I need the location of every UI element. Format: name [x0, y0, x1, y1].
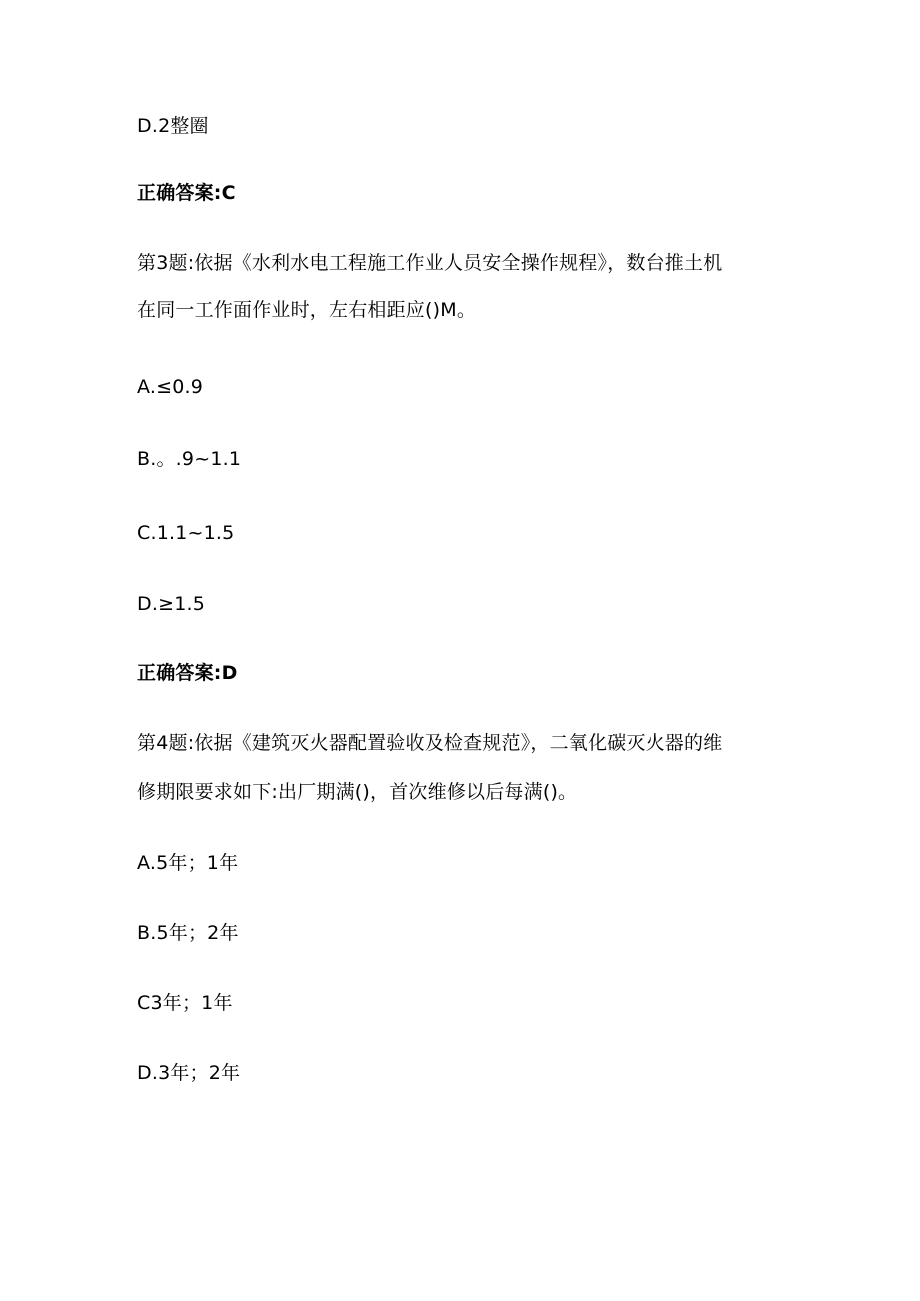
q3-option-d: D.≥1.5: [137, 593, 206, 615]
q3-option-b: B.。.9~1.1: [137, 448, 242, 470]
q3-stem-line2: 在同一工作面作业时，左右相距应()M。: [137, 299, 477, 321]
q4-stem-line1: 第4题:依据《建筑灭火器配置验收及检查规范》，二氧化碳灭火器的维: [137, 732, 723, 754]
q2-answer: 正确答案:C: [137, 182, 236, 204]
q3-answer: 正确答案:D: [137, 662, 238, 684]
q3-option-c: C.1.1~1.5: [137, 522, 235, 544]
q4-option-c: C3年；1年: [137, 992, 233, 1014]
q4-stem-line2: 修期限要求如下:出厂期满()，首次维修以后每满()。: [137, 781, 578, 803]
q2-option-d: D.2整圈: [137, 115, 209, 137]
q4-option-d: D.3年；2年: [137, 1062, 241, 1084]
q4-option-b: B.5年；2年: [137, 922, 239, 944]
q4-option-a: A.5年；1年: [137, 852, 239, 874]
q3-option-a: A.≤0.9: [137, 376, 204, 398]
q3-stem-line1: 第3题:依据《水利水电工程施工作业人员安全操作规程》，数台推土机: [137, 252, 723, 274]
